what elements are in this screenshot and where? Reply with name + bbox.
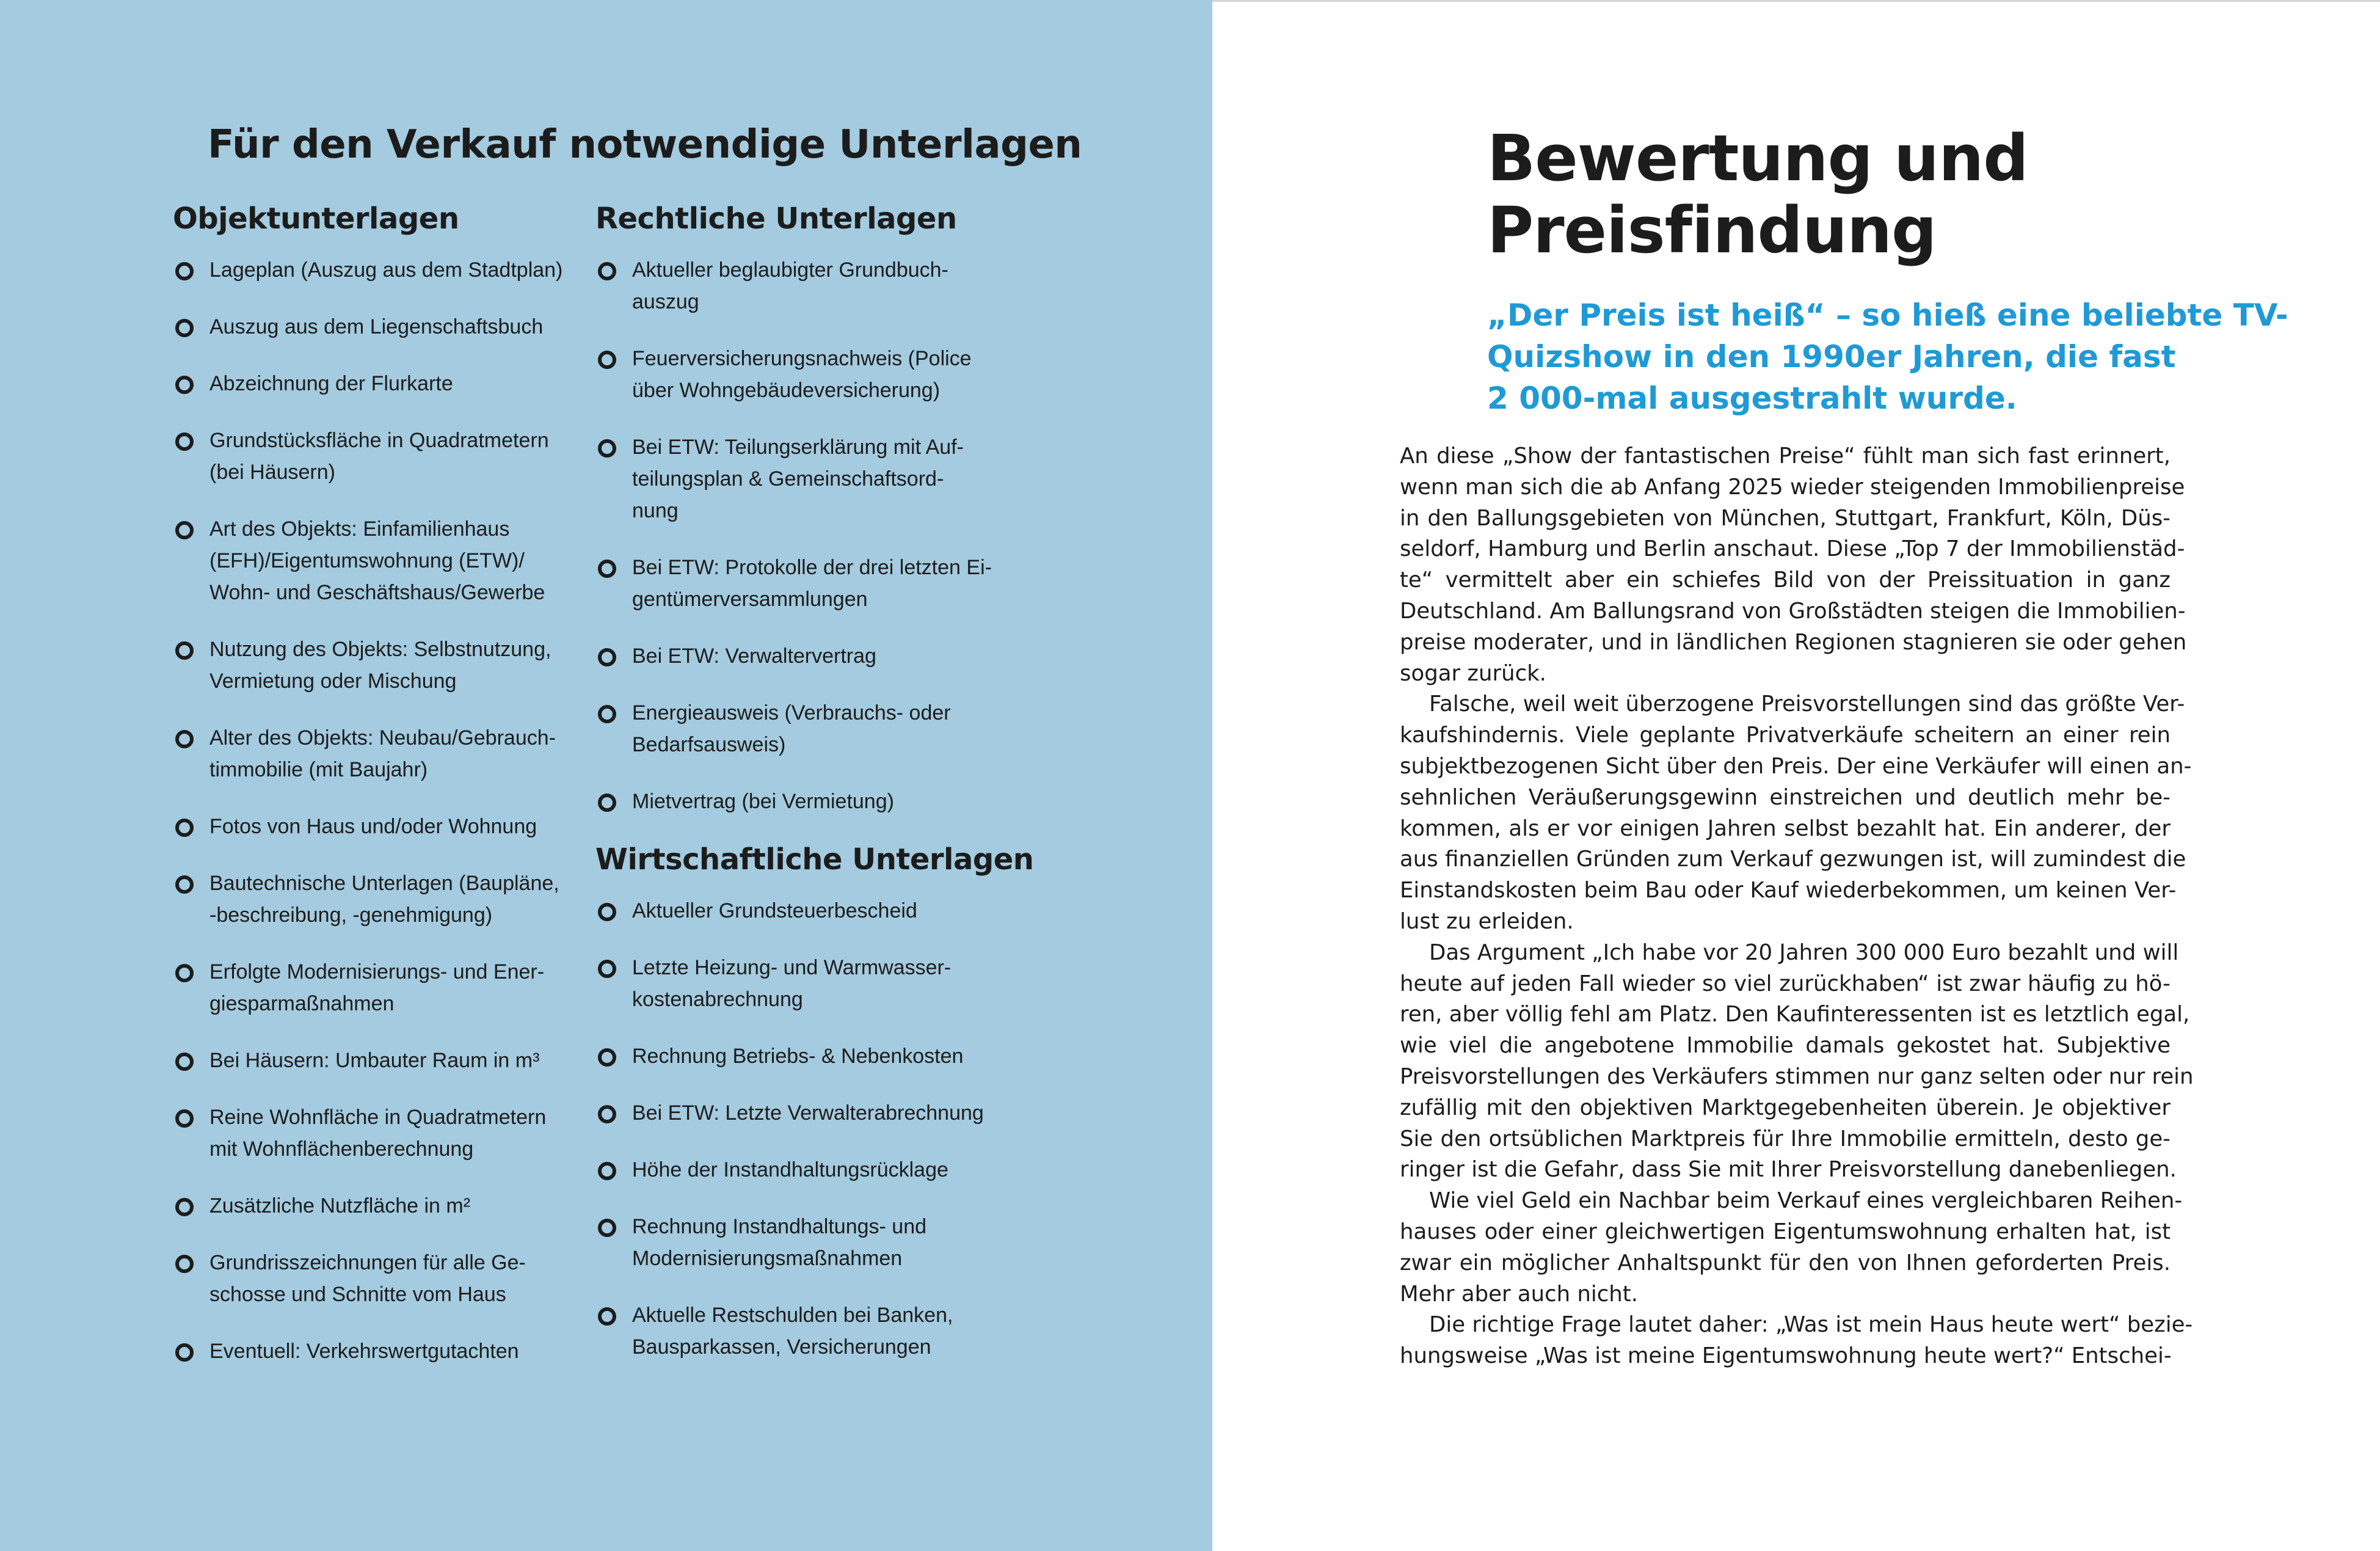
checklist-item-line: Erfolgte Modernisierungs- und Ener- xyxy=(209,960,545,984)
checklist-item xyxy=(173,1335,576,1367)
checklist-item-line: Rechnung Betriebs- & Nebenkosten xyxy=(632,1045,964,1068)
checklist-item-line: Rechnung Instandhaltungs- und xyxy=(632,1215,927,1238)
circle-bullet-icon xyxy=(175,819,194,837)
circle-bullet-icon xyxy=(175,432,194,451)
body-line: Die richtige Frage lautet daher: „Was ist mein Haus heute wert“ bezie- xyxy=(1429,1312,2193,1338)
checklist-item-line: Modernisierungsmaßnahmen xyxy=(632,1247,903,1270)
body-line: hungsweise „Was ist meine Eigentumswohnung heute wert?“ Entschei- xyxy=(1400,1343,2172,1369)
circle-bullet-icon xyxy=(175,1255,194,1273)
column-right xyxy=(595,202,1034,1388)
checklist-item-line: Reine Wohnfläche in Quadratmetern xyxy=(209,1106,547,1129)
body-line: sogar zurück. xyxy=(1400,660,1546,686)
checklist-item xyxy=(173,1101,576,1165)
circle-bullet-icon xyxy=(175,1198,194,1216)
article-body xyxy=(1400,441,2194,1372)
checklist-item-line: Bedarfsausweis) xyxy=(632,733,786,756)
circle-bullet-icon xyxy=(598,1048,616,1067)
circle-bullet-icon xyxy=(175,964,194,982)
checklist-item-line: nung xyxy=(632,499,679,522)
body-line: kaufshindernis. Viele geplante Privatverkäufe scheitern an einer rein xyxy=(1400,723,2171,748)
body-line: seldorf, Hamburg und Berlin anschaut. Diese „Top 7 der Immobilienstäd- xyxy=(1400,536,2185,562)
checklist-item xyxy=(173,722,576,786)
body-line: zwar ein möglicher Anhaltspunkt für den von Ihnen geforderten Preis. xyxy=(1400,1250,2171,1275)
checklist-item xyxy=(595,895,999,927)
checklist-item xyxy=(595,1211,999,1274)
checklist-item xyxy=(595,697,999,761)
body-line: wie viel die angebotene Immobilie damals gekostet hat. Subjektive xyxy=(1400,1033,2171,1059)
checklist-item-line: Letzte Heizung- und Warmwasser- xyxy=(632,956,952,979)
article-headline xyxy=(1487,122,2028,266)
circle-bullet-icon xyxy=(175,1053,194,1071)
checklist-item-line: Aktueller Grundsteuerbescheid xyxy=(632,899,917,922)
circle-bullet-icon xyxy=(175,875,194,894)
checklist-item-line: Energieausweis (Verbrauchs- oder xyxy=(632,701,951,724)
headline-line: Preisfindung xyxy=(1487,193,1937,268)
rechtliche-unterlagen-list xyxy=(595,254,999,817)
checklist-item-line: Nutzung des Objekts: Selbstnutzung, xyxy=(209,638,551,661)
circle-bullet-icon xyxy=(598,262,616,280)
checklist-item-line: (bei Häusern) xyxy=(209,461,335,484)
checklist-item-line: schosse und Schnitte vom Haus xyxy=(209,1283,506,1306)
body-line: ren, aber völlig fehl am Platz. Den Kaufinteressenten ist es letztlich egal, xyxy=(1400,1002,2190,1027)
headline-line: Bewertung und xyxy=(1487,121,2028,195)
checklist-item xyxy=(595,552,999,615)
checklist-item-line: Grundstücksfläche in Quadratmetern xyxy=(209,429,549,452)
checklist-item-line: Bei ETW: Teilungserklärung mit Auf- xyxy=(632,436,964,459)
checklist-item-line: Grundrisszeichnungen für alle Ge- xyxy=(209,1251,526,1274)
circle-bullet-icon xyxy=(598,351,616,369)
checklist-item-line: mit Wohnflächenberechnung xyxy=(209,1137,474,1161)
section-heading-objektunterlagen: Objektunterlagen xyxy=(173,202,459,236)
body-line: preise moderater, und in ländlichen Regionen stagnieren sie oder gehen xyxy=(1400,629,2187,655)
checklist-item xyxy=(595,1299,999,1363)
checklist-item-line: Wohn- und Geschäftshaus/Gewerbe xyxy=(209,581,545,604)
body-line: Sie den ortsüblichen Marktpreis für Ihre Immobilie ermitteln, desto ge- xyxy=(1400,1126,2171,1151)
checklist-item-line: giesparmaßnahmen xyxy=(209,992,395,1015)
body-line: An diese „Show der fantastischen Preise“ fühlt man sich fast erinnert, xyxy=(1400,443,2171,469)
checklist-item-line: Aktueller beglaubigter Grundbuch- xyxy=(632,258,948,282)
body-line: Wie viel Geld ein Nachbar beim Verkauf eines vergleichbaren Reihen- xyxy=(1429,1188,2183,1214)
checklist-item xyxy=(595,431,999,527)
body-line: aus finanziellen Gründen zum Verkauf gezwungen ist, will zumindest die xyxy=(1400,847,2186,872)
circle-bullet-icon xyxy=(598,560,616,578)
checklist-item-line: -beschreibung, -genehmigung) xyxy=(209,903,493,927)
circle-bullet-icon xyxy=(598,705,616,723)
checklist-item-line: Zusätzliche Nutzfläche in m² xyxy=(209,1194,471,1217)
checklist-item-line: timmobilie (mit Baujahr) xyxy=(209,758,428,781)
checklist-item-line: Mietvertrag (bei Vermietung) xyxy=(632,790,894,813)
checklist-item-line: Fotos von Haus und/oder Wohnung xyxy=(209,815,537,838)
body-line: Das Argument „Ich habe vor 20 Jahren 300 000 Euro bezahlt und will xyxy=(1429,940,2179,965)
article-lead xyxy=(1487,294,2288,419)
checklist-item xyxy=(173,368,576,400)
checklist-item xyxy=(595,640,999,672)
circle-bullet-icon xyxy=(175,1343,194,1362)
checklist-item xyxy=(173,633,576,697)
checklist-item xyxy=(173,254,576,286)
checklist-item xyxy=(595,254,999,318)
checklist-item xyxy=(173,811,576,842)
circle-bullet-icon xyxy=(598,439,616,458)
lead-line: Quizshow in den 1990er Jahren, die fast xyxy=(1487,339,2176,374)
body-line: kommen, als er vor einigen Jahren selbst bezahlt hat. Ein anderer, der xyxy=(1400,816,2171,841)
circle-bullet-icon xyxy=(598,1162,616,1180)
circle-bullet-icon xyxy=(175,1109,194,1128)
body-line: hauses oder einer gleichwertigen Eigentumswohnung erhalten hat, ist xyxy=(1400,1219,2171,1244)
body-line: wenn man sich die ab Anfang 2025 wieder steigenden Immobilienpreise xyxy=(1400,474,2185,500)
checklist-item-line: Bautechnische Unterlagen (Baupläne, xyxy=(209,872,559,895)
circle-bullet-icon xyxy=(598,903,616,921)
checklist-item xyxy=(173,1045,576,1076)
body-line: sehnlichen Veräußerungsgewinn einstreichen und deutlich mehr be- xyxy=(1400,784,2171,810)
checklist-item xyxy=(173,311,576,343)
checklist-item xyxy=(173,513,576,608)
checklist-item xyxy=(173,1247,576,1310)
checklist-item-line: Auszug aus dem Liegenschaftsbuch xyxy=(209,315,544,338)
checklist-item-line: Art des Objekts: Einfamilienhaus xyxy=(209,517,510,541)
circle-bullet-icon xyxy=(598,960,616,978)
section-heading-rechtliche-unterlagen: Rechtliche Unterlagen xyxy=(595,202,957,236)
checklist-item-line: Bei ETW: Protokolle der drei letzten Ei- xyxy=(632,556,992,579)
circle-bullet-icon xyxy=(175,319,194,337)
body-line: Mehr aber auch nicht. xyxy=(1400,1281,1638,1307)
checklist-item xyxy=(173,1190,576,1222)
checklist-item-line: Vermietung oder Mischung xyxy=(209,670,457,693)
section-heading-wirtschaftliche-unterlagen: Wirtschaftliche Unterlagen xyxy=(595,842,1034,877)
checklist-item-line: auszug xyxy=(632,290,699,313)
lead-line: 2 000-mal ausgestrahlt wurde. xyxy=(1487,381,2017,416)
checklist-item-line: Bei Häusern: Umbauter Raum in m³ xyxy=(209,1049,540,1072)
checklist-item-line: Lageplan (Auszug aus dem Stadtplan) xyxy=(209,258,563,282)
checklist-item xyxy=(173,956,576,1020)
body-line: in den Ballungsgebieten von München, Stuttgart, Frankfurt, Köln, Düs- xyxy=(1400,505,2171,531)
circle-bullet-icon xyxy=(598,1219,616,1237)
checklist-item xyxy=(595,1097,999,1129)
body-line: te“ vermittelt aber ein schiefes Bild von der Preissituation in ganz xyxy=(1400,567,2171,593)
circle-bullet-icon xyxy=(175,641,194,660)
objektunterlagen-list xyxy=(173,254,576,1367)
checklist-item-line: Eventuell: Verkehrswertgutachten xyxy=(209,1340,519,1363)
circle-bullet-icon xyxy=(598,648,616,666)
circle-bullet-icon xyxy=(175,521,194,539)
body-line: lust zu erleiden. xyxy=(1400,908,1574,934)
circle-bullet-icon xyxy=(175,376,194,394)
circle-bullet-icon xyxy=(175,730,194,748)
checklist-item-line: Aktuelle Restschulden bei Banken, xyxy=(632,1304,953,1327)
checklist-item-line: Alter des Objekts: Neubau/Gebrauch- xyxy=(209,726,556,750)
checklist-item-line: Bausparkassen, Versicherungen xyxy=(632,1335,931,1359)
wirtschaftliche-unterlagen-list xyxy=(595,895,999,1363)
checklist-title: Für den Verkauf notwendige Unterlagen xyxy=(208,122,1082,167)
checklist-item xyxy=(595,786,999,817)
checklist-item xyxy=(595,952,999,1015)
checklist-item xyxy=(173,867,576,931)
body-line: ringer ist die Gefahr, dass Sie mit Ihrer Preisvorstellung danebenliegen. xyxy=(1400,1157,2177,1183)
lead-line: „Der Preis ist heiß“ – so hieß eine beliebte TV- xyxy=(1487,297,2288,333)
checklist-item xyxy=(173,425,576,488)
circle-bullet-icon xyxy=(175,262,194,280)
body-line: zufällig mit den objektiven Marktgegebenheiten überein. Je objektiver xyxy=(1400,1095,2171,1120)
body-line: heute auf jeden Fall wieder so viel zurückhaben“ ist zwar häufig zu hö- xyxy=(1400,971,2171,996)
body-line: Preisvorstellungen des Verkäufers stimmen nur ganz selten oder nur rein xyxy=(1400,1064,2194,1089)
checklist-item-line: Feuerversicherungsnachweis (Police xyxy=(632,347,972,370)
circle-bullet-icon xyxy=(598,1307,616,1326)
checklist-item xyxy=(595,343,999,406)
body-line: subjektbezogenen Sicht über den Preis. Der eine Verkäufer will einen an- xyxy=(1400,753,2192,779)
body-line: Deutschland. Am Ballungsrand von Großstädten steigen die Immobilien- xyxy=(1400,598,2186,624)
checklist-item-line: kostenabrechnung xyxy=(632,988,803,1011)
column-left xyxy=(173,202,576,1392)
body-line: Einstandskosten beim Bau oder Kauf wiederbekommen, um keinen Ver- xyxy=(1400,878,2177,903)
body-line: Falsche, weil weit überzogene Preisvorstellungen sind das größte Ver- xyxy=(1429,692,2185,717)
checklist-item-line: Bei ETW: Letzte Verwalterabrechnung xyxy=(632,1101,984,1125)
circle-bullet-icon xyxy=(598,794,616,812)
checklist-item-line: Bei ETW: Verwaltervertrag xyxy=(632,644,876,668)
circle-bullet-icon xyxy=(598,1105,616,1123)
checklist-item-line: gentümerversammlungen xyxy=(632,588,868,611)
checklist-item-line: Abzeichnung der Flurkarte xyxy=(209,372,453,395)
checklist-item-line: Höhe der Instandhaltungsrücklage xyxy=(632,1158,948,1181)
checklist-item xyxy=(595,1154,999,1186)
checklist-item-line: teilungsplan & Gemeinschaftsord- xyxy=(632,467,944,491)
checklist-item-line: (EFH)/Eigentumswohnung (ETW)/ xyxy=(209,549,525,572)
checklist-item-line: über Wohngebäudeversicherung) xyxy=(632,379,941,402)
checklist-item xyxy=(595,1040,999,1072)
